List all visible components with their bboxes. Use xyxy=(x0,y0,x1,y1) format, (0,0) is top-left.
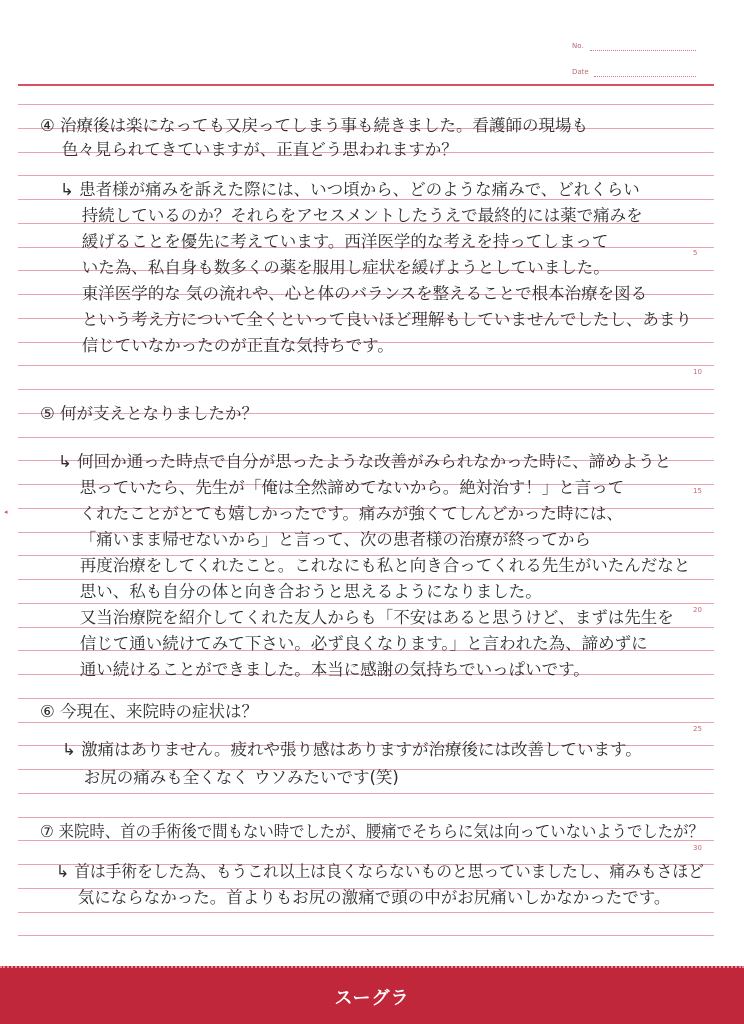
answer-line: ↳ 何回か通った時点で自分が思ったような改善がみられなかった時に、諦めようと xyxy=(58,452,672,471)
ruled-line xyxy=(18,389,714,390)
answer-line: という考え方について全くといって良いほど理解もしていませんでしたし、あまり xyxy=(60,310,692,329)
ruled-line xyxy=(18,104,714,105)
brand-logo: スーグラ xyxy=(334,988,410,1009)
answer-line: ↳ 患者様が痛みを訴えた際には、いつ頃から、どのような痛みで、どれくらい xyxy=(60,180,640,199)
margin-marker-icon: ◂ xyxy=(4,508,8,516)
line-number: 20 xyxy=(693,606,702,614)
date-line xyxy=(594,76,696,77)
ruled-line xyxy=(18,935,714,936)
answer-line: 通い続けることができました。本当に感謝の気持ちでいっぱいです。 xyxy=(58,660,590,679)
answer-line: 「痛いまま帰せないから」と言って、次の患者様の治療が終ってから xyxy=(58,530,591,549)
answer-line: 緩げることを優先に考えています。西洋医学的な考えを持ってしまって xyxy=(60,232,609,251)
line-number: 5 xyxy=(693,249,698,257)
answer-line: 又当治療院を紹介してくれた友人からも「不安はあると思うけど、まずは先生を xyxy=(58,608,674,627)
ruled-line xyxy=(18,579,714,580)
answer-line: 再度治療をしてくれたこと。これなにも私と向き合ってくれる先生がいたんだなと xyxy=(58,556,691,575)
answer-line: いた為、私自身も数多くの薬を服用し症状を緩げようとしていました。 xyxy=(60,258,610,277)
question-line: ⑤ 何が支えとなりましたか？ xyxy=(40,404,259,423)
question-line: ⑥ 今現在、来院時の症状は？ xyxy=(40,702,259,721)
ruled-line xyxy=(18,437,714,438)
ruled-line xyxy=(18,603,714,604)
answer-line: ↳ 激痛はありません。疲れや張り感はありますが治療後には改善しています。 xyxy=(62,740,642,759)
ruled-line xyxy=(18,365,714,366)
answer-line: 東洋医学的な 気の流れや、心と体のバランスを整えることで根本治療を図る xyxy=(60,284,648,303)
answer-line: 持続しているのか？それらをアセスメントしたうえで最終的には薬で痛みを xyxy=(60,206,643,225)
question-line: ④ 治療後は楽になっても又戻ってしまう事も続きました。看護師の現場も xyxy=(40,116,589,135)
no-line xyxy=(590,50,696,51)
line-number: 15 xyxy=(693,487,702,495)
footer-dotted-edge xyxy=(0,966,744,971)
no-label: No. xyxy=(572,42,584,50)
question-line: 色々見られてきていますが、正直どう思われますか？ xyxy=(40,140,458,159)
question-line: ⑦ 来院時、首の手術後で間もない時でしたが、腰痛でそちらに気は向っていないようでしたが？ xyxy=(40,822,704,841)
answer-line: 信じていなかったのが正直な気持ちです。 xyxy=(60,336,394,355)
ruled-line xyxy=(18,698,714,699)
answer-line: お尻の痛みも全くなく ウソみたいです(笑) xyxy=(62,768,399,787)
ruled-line xyxy=(18,912,714,913)
line-number: 30 xyxy=(693,844,702,852)
answer-line: 信じて通い続けてみて下さい。必ず良くなります。」と言われた為、諦めずに xyxy=(58,634,648,653)
top-heavy-rule xyxy=(18,84,714,86)
line-number: 25 xyxy=(693,725,702,733)
ruled-line xyxy=(18,175,714,176)
line-number: 10 xyxy=(693,368,702,376)
date-label: Date xyxy=(572,68,589,76)
answer-line: ↳ 首は手術をした為、もうこれ以上は良くならないものと思っていましたし、痛みもさほど xyxy=(56,862,704,881)
answer-line: くれたことがとても嬉しかったです。痛みが強くてしんどかった時には、 xyxy=(58,504,623,523)
answer-line: 気にならなかった。首よりもお尻の激痛で頭の中がお尻痛いしかなかったです。 xyxy=(56,888,671,907)
ruled-line xyxy=(18,793,714,794)
ruled-line xyxy=(18,817,714,818)
answer-line: 思っていたら、先生が「俺は全然諦めてないから。絶対治す！」と言って xyxy=(58,478,625,497)
answer-line: 思い、私も自分の体と向き合おうと思えるようになりました。 xyxy=(58,582,542,601)
